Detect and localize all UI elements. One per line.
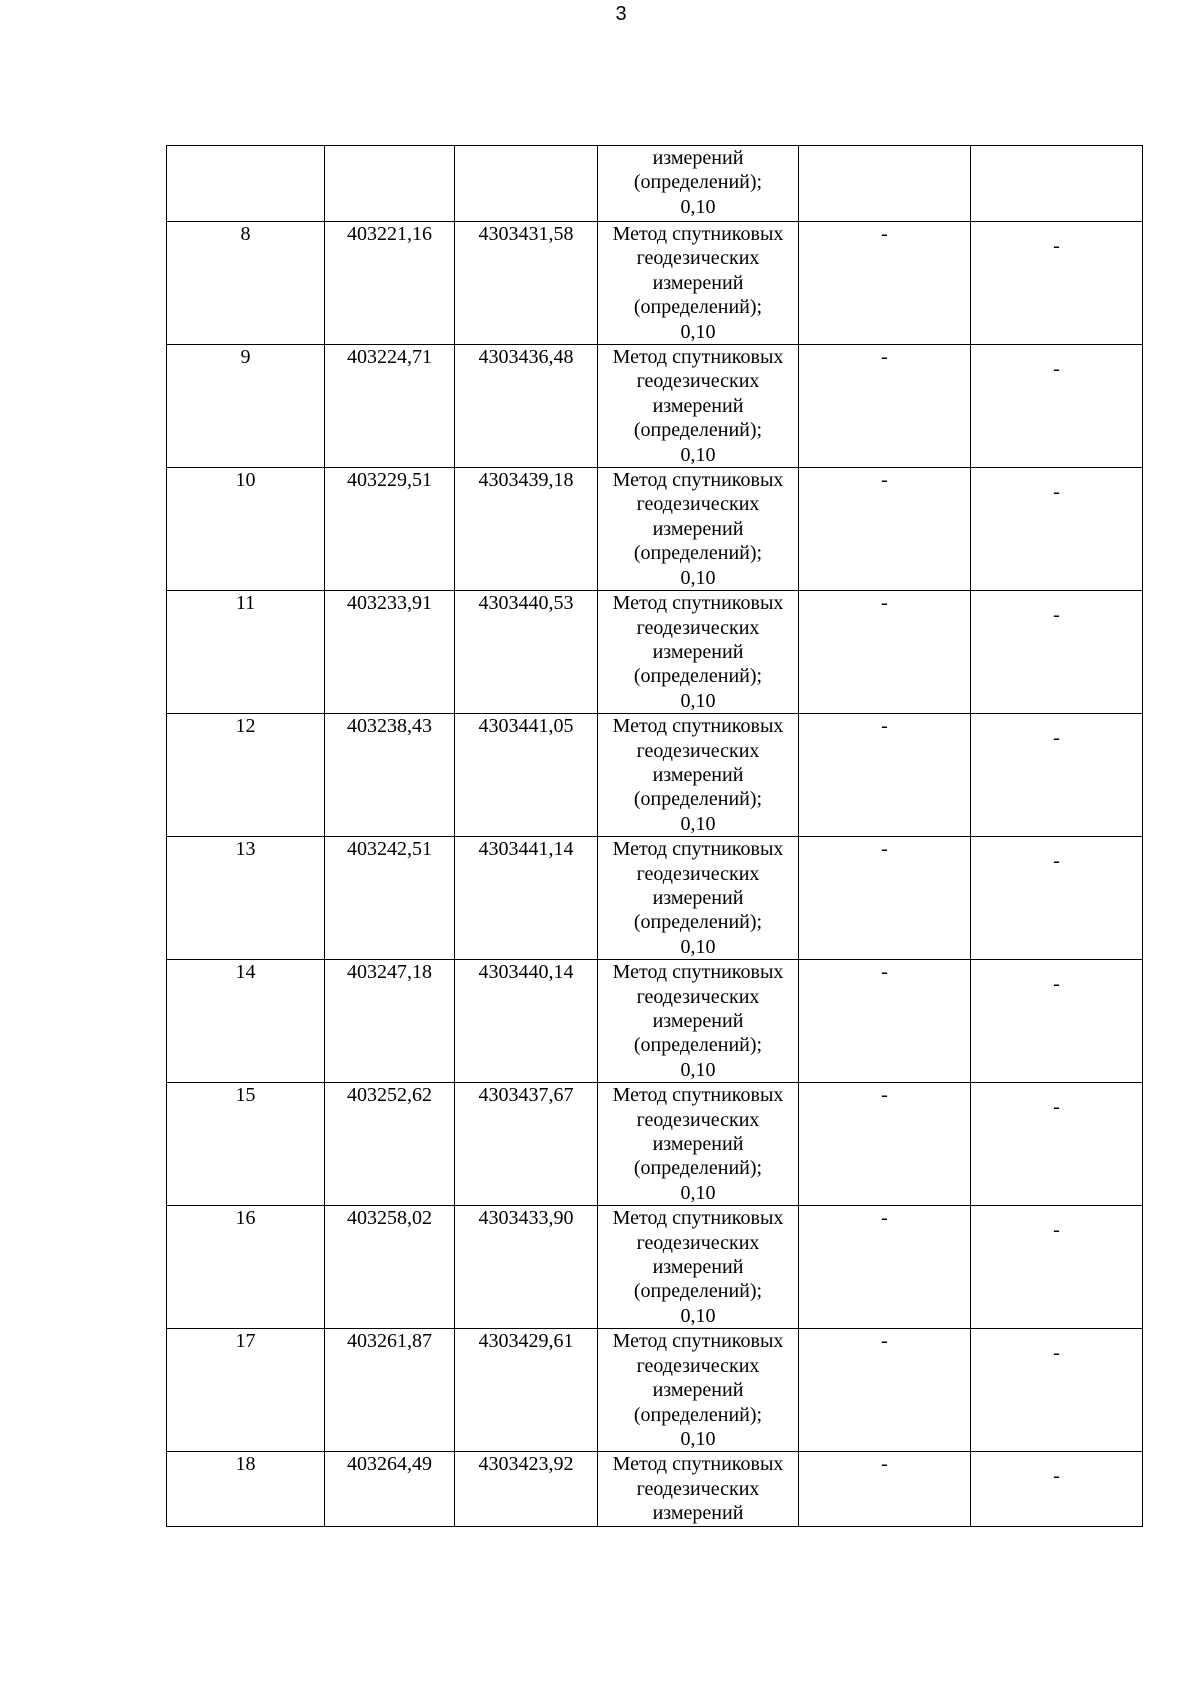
method-accuracy-cell-text: Метод спутниковых геодезических измерений (определений); 0,10 xyxy=(612,592,784,712)
table-row xyxy=(167,591,1143,714)
table-row xyxy=(167,468,1143,591)
method-accuracy-cell-text: Метод спутниковых геодезических измерений (определений); 0,10 xyxy=(612,1084,784,1204)
point-number-cell xyxy=(167,960,325,1083)
description-cell xyxy=(799,837,971,960)
page-number: 3 xyxy=(615,3,627,25)
coordinate-x-cell xyxy=(325,146,455,222)
coordinate-x-cell-text: 403221,16 xyxy=(347,223,432,245)
coordinate-y-cell-text: 4303441,05 xyxy=(478,715,574,738)
coordinate-y-cell xyxy=(455,591,598,714)
method-accuracy-cell-text: Метод спутниковых геодезических измерений xyxy=(612,1453,784,1525)
description-cell xyxy=(971,345,1143,468)
description-cell-text: - xyxy=(881,592,888,615)
point-number-cell-text: 12 xyxy=(235,715,256,738)
description-cell-text: - xyxy=(881,1207,888,1230)
point-number-cell-text: 8 xyxy=(240,223,251,245)
description-cell xyxy=(971,146,1143,222)
description-cell-text: - xyxy=(1053,1465,1060,1488)
point-number-cell xyxy=(167,591,325,714)
description-cell xyxy=(799,591,971,714)
method-accuracy-cell xyxy=(598,591,799,714)
description-cell xyxy=(799,146,971,222)
table-row xyxy=(167,960,1143,1083)
description-cell xyxy=(799,1329,971,1452)
coordinate-x-cell-text: 403224,71 xyxy=(347,346,432,369)
description-cell xyxy=(971,837,1143,960)
coordinate-y-cell-text: 4303429,61 xyxy=(478,1330,574,1353)
coordinate-y-cell-text: 4303440,53 xyxy=(478,592,574,615)
description-cell-text: - xyxy=(1053,850,1060,873)
point-number-cell xyxy=(167,837,325,960)
description-cell-text: - xyxy=(1053,358,1060,381)
coordinate-x-cell xyxy=(325,714,455,837)
description-cell-text: - xyxy=(1053,1096,1060,1119)
coordinate-y-cell xyxy=(455,960,598,1083)
coordinate-y-cell-text: 4303439,18 xyxy=(478,469,574,492)
point-number-cell-text: 16 xyxy=(235,1207,256,1230)
description-cell-text: - xyxy=(881,1330,888,1353)
coordinate-y-cell xyxy=(455,345,598,468)
coordinate-y-cell xyxy=(455,714,598,837)
point-number-cell xyxy=(167,714,325,837)
coordinate-y-cell xyxy=(455,222,598,345)
description-cell-text: - xyxy=(1053,1342,1060,1365)
coordinate-x-cell-text: 403258,02 xyxy=(347,1207,432,1230)
point-number-cell-text: 17 xyxy=(235,1330,256,1353)
description-cell xyxy=(971,1452,1143,1527)
table-row xyxy=(167,1452,1143,1527)
point-number-cell xyxy=(167,222,325,345)
description-cell-text: - xyxy=(1053,235,1060,257)
method-accuracy-cell-text: Метод спутниковых геодезических измерений (определений); 0,10 xyxy=(612,961,784,1081)
point-number-cell-text: 10 xyxy=(235,469,256,492)
coordinate-y-cell xyxy=(455,1083,598,1206)
method-accuracy-cell-text: Метод спутниковых геодезических измерений (определений); 0,10 xyxy=(612,715,784,835)
description-cell xyxy=(799,960,971,1083)
description-cell-text: - xyxy=(881,469,888,492)
coordinate-y-cell xyxy=(455,468,598,591)
description-cell xyxy=(799,714,971,837)
coordinate-x-cell xyxy=(325,837,455,960)
description-cell-text: - xyxy=(1053,1219,1060,1242)
coordinate-y-cell xyxy=(455,146,598,222)
method-accuracy-cell-text: Метод спутниковых геодезических измерений (определений); 0,10 xyxy=(612,469,784,589)
table-row xyxy=(167,1329,1143,1452)
point-number-cell-text: 11 xyxy=(235,592,256,615)
coordinate-x-cell xyxy=(325,345,455,468)
description-cell xyxy=(971,960,1143,1083)
description-cell xyxy=(971,1083,1143,1206)
coordinate-y-cell xyxy=(455,1329,598,1452)
point-number-cell-text: 18 xyxy=(235,1453,256,1476)
table-row xyxy=(167,1206,1143,1329)
point-number-cell xyxy=(167,468,325,591)
coordinate-x-cell-text: 403264,49 xyxy=(347,1453,432,1476)
method-accuracy-cell xyxy=(598,146,799,222)
coordinate-x-cell xyxy=(325,960,455,1083)
method-accuracy-cell xyxy=(598,1452,799,1527)
coordinate-y-cell-text: 4303440,14 xyxy=(478,961,574,984)
description-cell-text: - xyxy=(881,1453,888,1476)
description-cell-text: - xyxy=(1053,604,1060,627)
description-cell-text: - xyxy=(881,223,888,245)
point-number-cell xyxy=(167,1206,325,1329)
point-number-cell xyxy=(167,146,325,222)
coordinate-x-cell xyxy=(325,1329,455,1452)
coordinate-x-cell xyxy=(325,1452,455,1527)
coordinate-y-cell xyxy=(455,1206,598,1329)
description-cell-text: - xyxy=(881,961,888,984)
table-row xyxy=(167,345,1143,468)
method-accuracy-cell xyxy=(598,468,799,591)
description-cell xyxy=(799,468,971,591)
description-cell-text: - xyxy=(1053,481,1060,504)
method-accuracy-cell xyxy=(598,714,799,837)
description-cell xyxy=(971,714,1143,837)
coordinate-x-cell xyxy=(325,1083,455,1206)
coordinate-y-cell-text: 4303441,14 xyxy=(478,838,574,861)
description-cell-text: - xyxy=(1053,973,1060,996)
coordinate-x-cell xyxy=(325,1206,455,1329)
table-body xyxy=(167,146,1143,1527)
method-accuracy-cell-text: Метод спутниковых геодезических измерений (определений); 0,10 xyxy=(612,223,784,343)
description-cell xyxy=(971,1329,1143,1452)
coordinate-y-cell-text: 4303431,58 xyxy=(478,223,574,245)
description-cell-text: - xyxy=(881,1084,888,1107)
coordinate-x-cell xyxy=(325,468,455,591)
method-accuracy-cell-text: измерений (определений); 0,10 xyxy=(633,147,763,218)
point-number-cell xyxy=(167,1329,325,1452)
point-number-cell xyxy=(167,1083,325,1206)
description-cell-text xyxy=(971,146,1142,158)
point-number-cell xyxy=(167,345,325,468)
coordinate-x-cell xyxy=(325,222,455,345)
description-cell xyxy=(799,222,971,345)
coordinate-x-cell-text: 403233,91 xyxy=(347,592,432,615)
description-cell xyxy=(971,1206,1143,1329)
coordinate-y-cell xyxy=(455,837,598,960)
method-accuracy-cell-text: Метод спутниковых геодезических измерений (определений); 0,10 xyxy=(612,838,784,958)
table-row xyxy=(167,714,1143,837)
coordinate-x-cell xyxy=(325,591,455,714)
method-accuracy-cell xyxy=(598,960,799,1083)
coordinate-x-cell-text: 403238,43 xyxy=(347,715,432,738)
method-accuracy-cell-text: Метод спутниковых геодезических измерений (определений); 0,10 xyxy=(612,1330,784,1450)
coordinate-y-cell xyxy=(455,1452,598,1527)
method-accuracy-cell xyxy=(598,1083,799,1206)
description-cell xyxy=(799,1452,971,1527)
description-cell xyxy=(971,591,1143,714)
table-row xyxy=(167,146,1143,222)
coordinate-x-cell-text: 403242,51 xyxy=(347,838,432,861)
method-accuracy-cell-text: Метод спутниковых геодезических измерений (определений); 0,10 xyxy=(612,346,784,466)
coordinate-x-cell-text: 403252,62 xyxy=(347,1084,432,1107)
method-accuracy-cell xyxy=(598,1206,799,1329)
coordinate-x-cell-text: 403229,51 xyxy=(347,469,432,492)
method-accuracy-cell xyxy=(598,837,799,960)
coordinate-y-cell-text: 4303423,92 xyxy=(478,1453,574,1476)
coordinate-y-cell-text: 4303433,90 xyxy=(478,1207,574,1230)
method-accuracy-cell xyxy=(598,1329,799,1452)
point-number-cell-text: 9 xyxy=(240,346,251,369)
method-accuracy-cell xyxy=(598,345,799,468)
description-cell xyxy=(971,468,1143,591)
description-cell xyxy=(971,222,1143,345)
description-cell-text: - xyxy=(881,838,888,861)
method-accuracy-cell-text: Метод спутниковых геодезических измерений (определений); 0,10 xyxy=(612,1207,784,1327)
point-number-cell xyxy=(167,1452,325,1527)
coordinates-table xyxy=(166,145,1143,1527)
method-accuracy-cell xyxy=(598,222,799,345)
description-cell-text: - xyxy=(881,346,888,369)
description-cell-text: - xyxy=(881,715,888,738)
description-cell xyxy=(799,345,971,468)
description-cell xyxy=(799,1206,971,1329)
table-row xyxy=(167,837,1143,960)
coordinate-x-cell-text: 403247,18 xyxy=(347,961,432,984)
point-number-cell-text: 14 xyxy=(235,961,256,984)
description-cell-text: - xyxy=(1053,727,1060,750)
description-cell xyxy=(799,1083,971,1206)
coordinate-x-cell-text: 403261,87 xyxy=(347,1330,432,1353)
point-number-cell-text: 13 xyxy=(235,838,256,861)
coordinate-y-cell-text: 4303436,48 xyxy=(478,346,574,369)
table-row xyxy=(167,1083,1143,1206)
coordinate-y-cell-text: 4303437,67 xyxy=(478,1084,574,1107)
point-number-cell-text: 15 xyxy=(235,1084,256,1107)
table-row xyxy=(167,222,1143,345)
